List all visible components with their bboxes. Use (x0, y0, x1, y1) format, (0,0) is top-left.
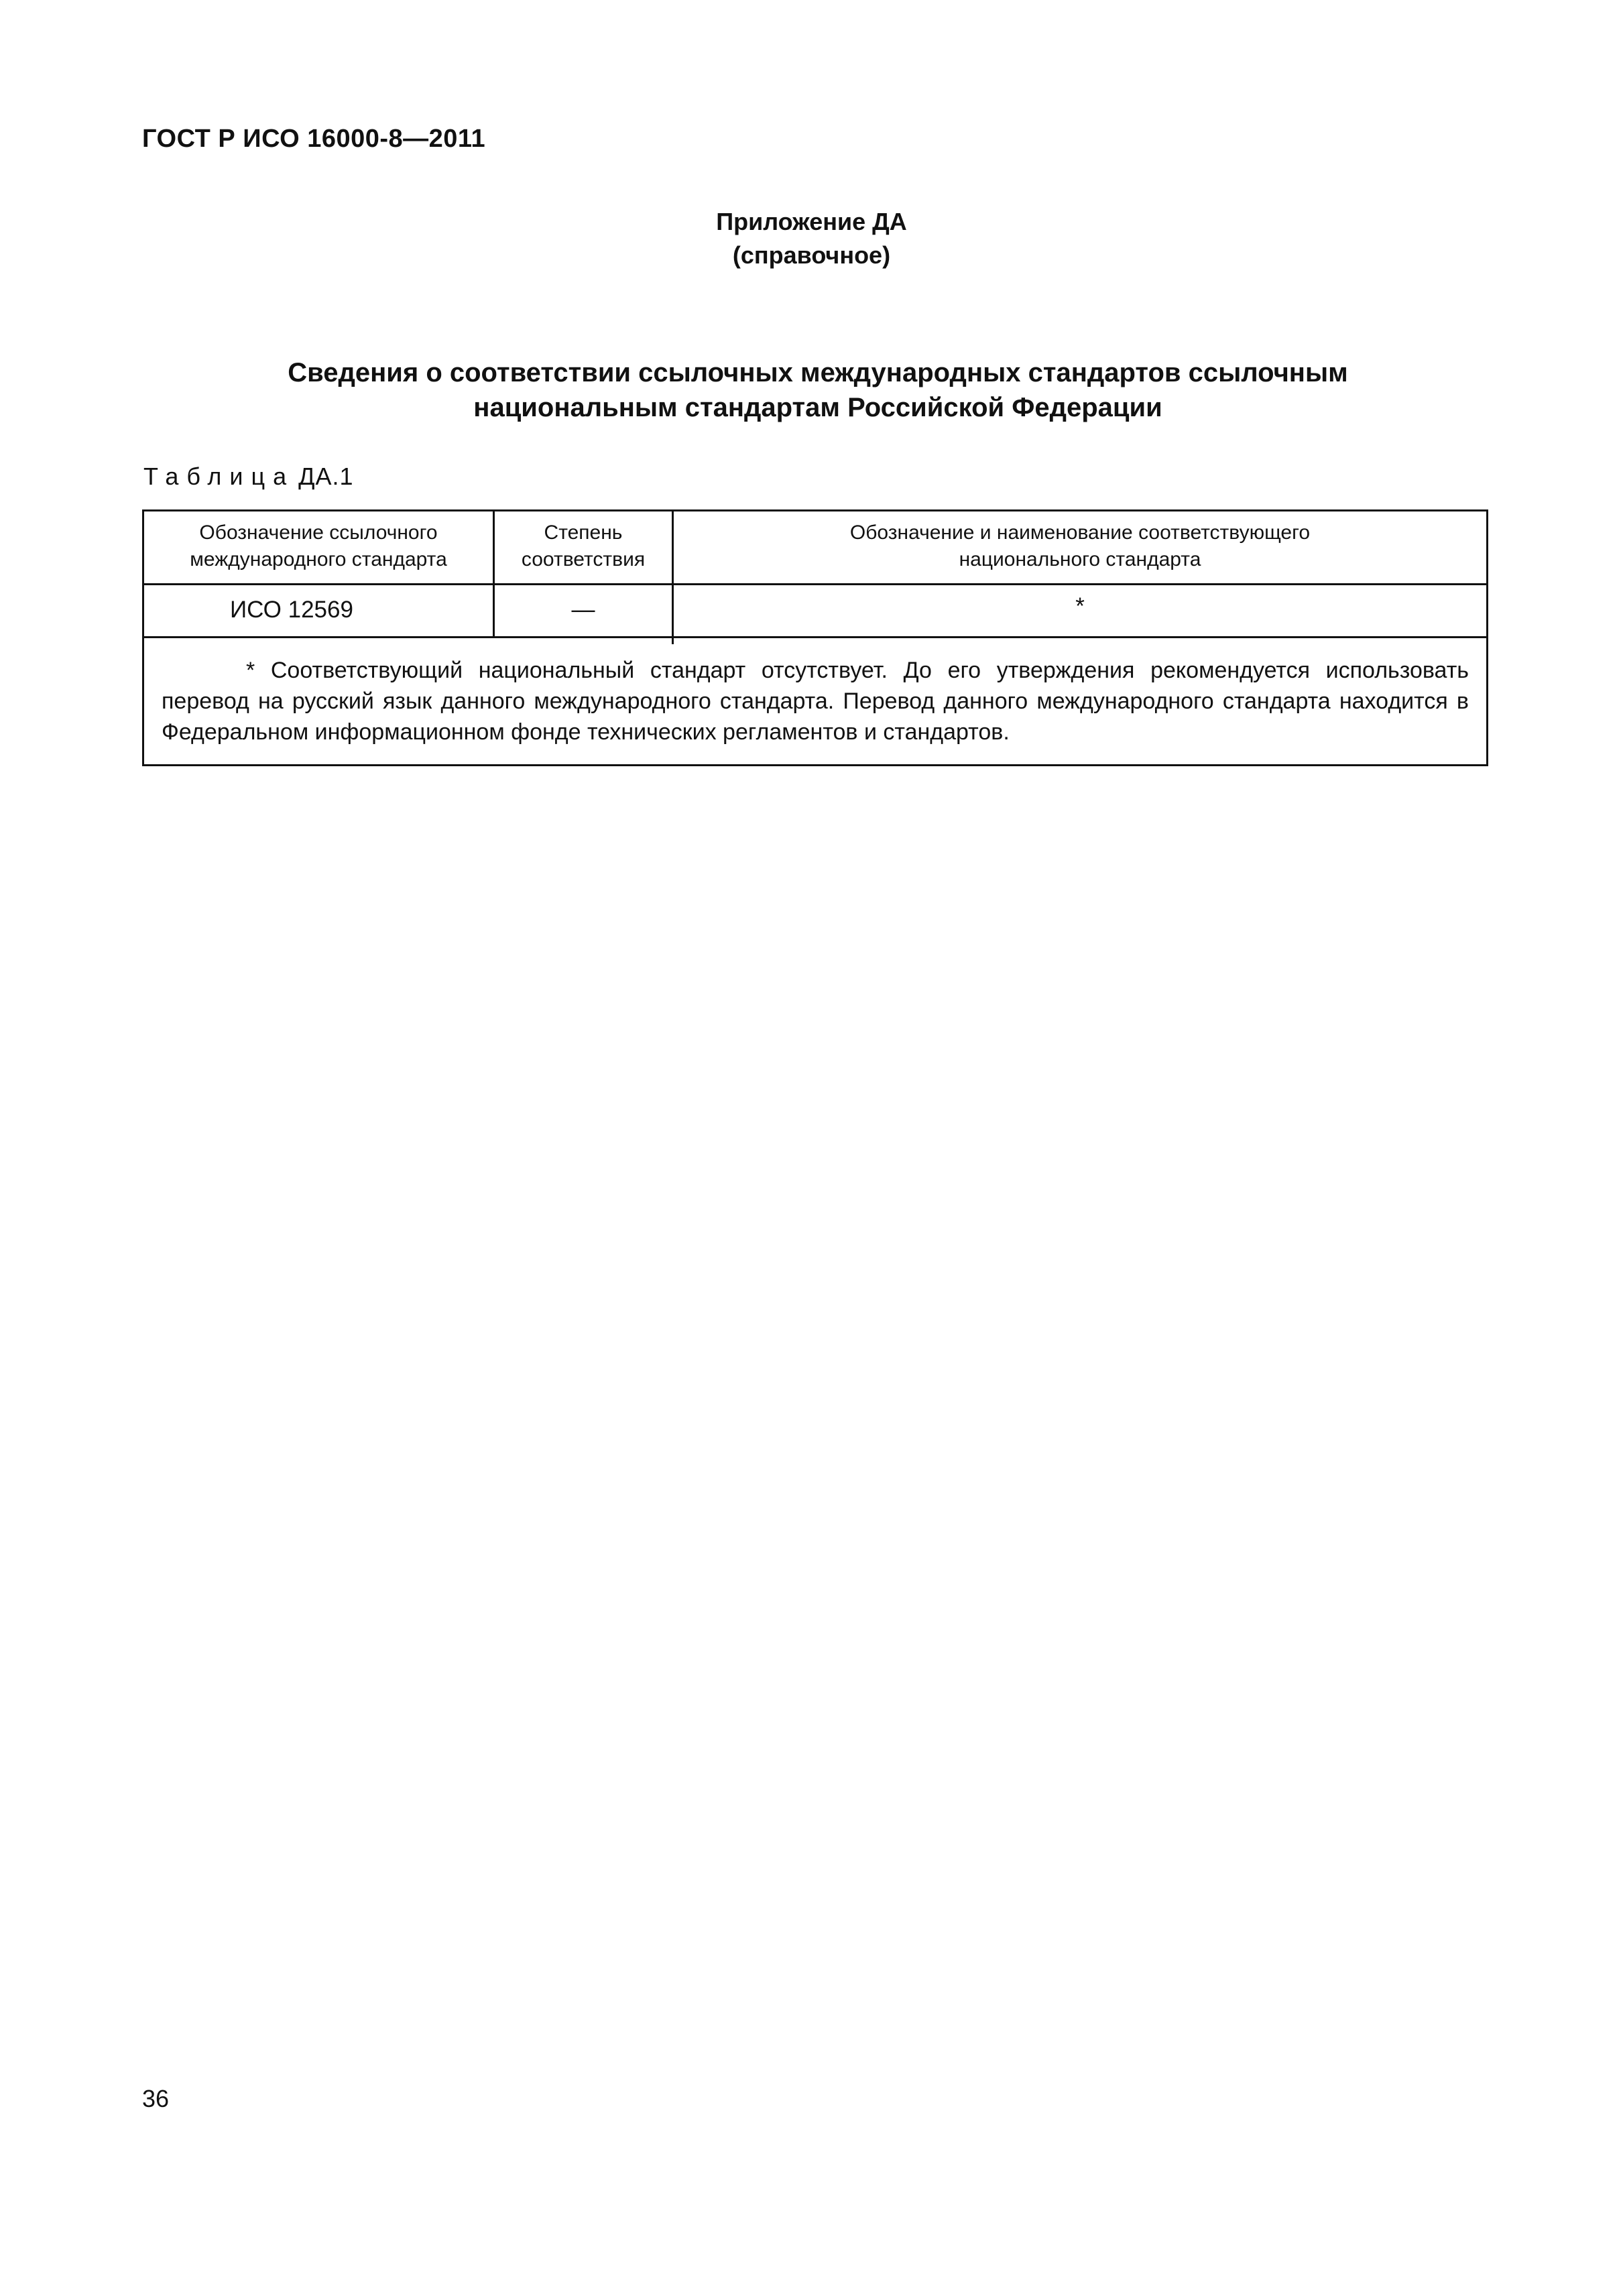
appendix-title: Приложение ДА (716, 208, 907, 235)
appendix-heading (0, 205, 1623, 272)
page-number: 36 (142, 2085, 170, 2112)
header-cell-national-standard: Обозначение и наименование соответствующего национального стандарта (849, 522, 1311, 570)
document-code: ГОСТ Р ИСО 16000-8—2011 (142, 125, 486, 153)
table-cell-standard-code: ИСО 12569 (230, 597, 353, 623)
correspondence-table (142, 509, 1488, 766)
table-cell-national-standard: * (1075, 593, 1085, 619)
table-label-word: Таблица (143, 463, 295, 490)
header-cell-degree: Степень соответствия (521, 522, 646, 570)
section-title-line-2: национальным стандартам Российской Федерации (473, 393, 1162, 422)
table-label (143, 463, 354, 491)
section-title (174, 355, 1461, 425)
table-label-number: ДА.1 (298, 463, 354, 490)
appendix-type: (справочное) (732, 241, 891, 269)
header-separator (144, 583, 1486, 585)
section-title-line-1: Сведения о соответствии ссылочных международных стандартов ссылочным (288, 358, 1348, 387)
table-cell-degree: — (571, 597, 595, 623)
header-cell-international-standard: Обозначение ссылочного международного стандарта (190, 522, 447, 570)
table-footnote: * Соответствующий национальный стандарт отсутствует. До его утверждения рекомендуется использовать перевод на русский язык данного международного стандарта. Перевод данного международного стандарта находится в Федеральном информационном фонде технических регламентов и стандартов. (162, 658, 1469, 745)
row-separator (144, 636, 1486, 638)
